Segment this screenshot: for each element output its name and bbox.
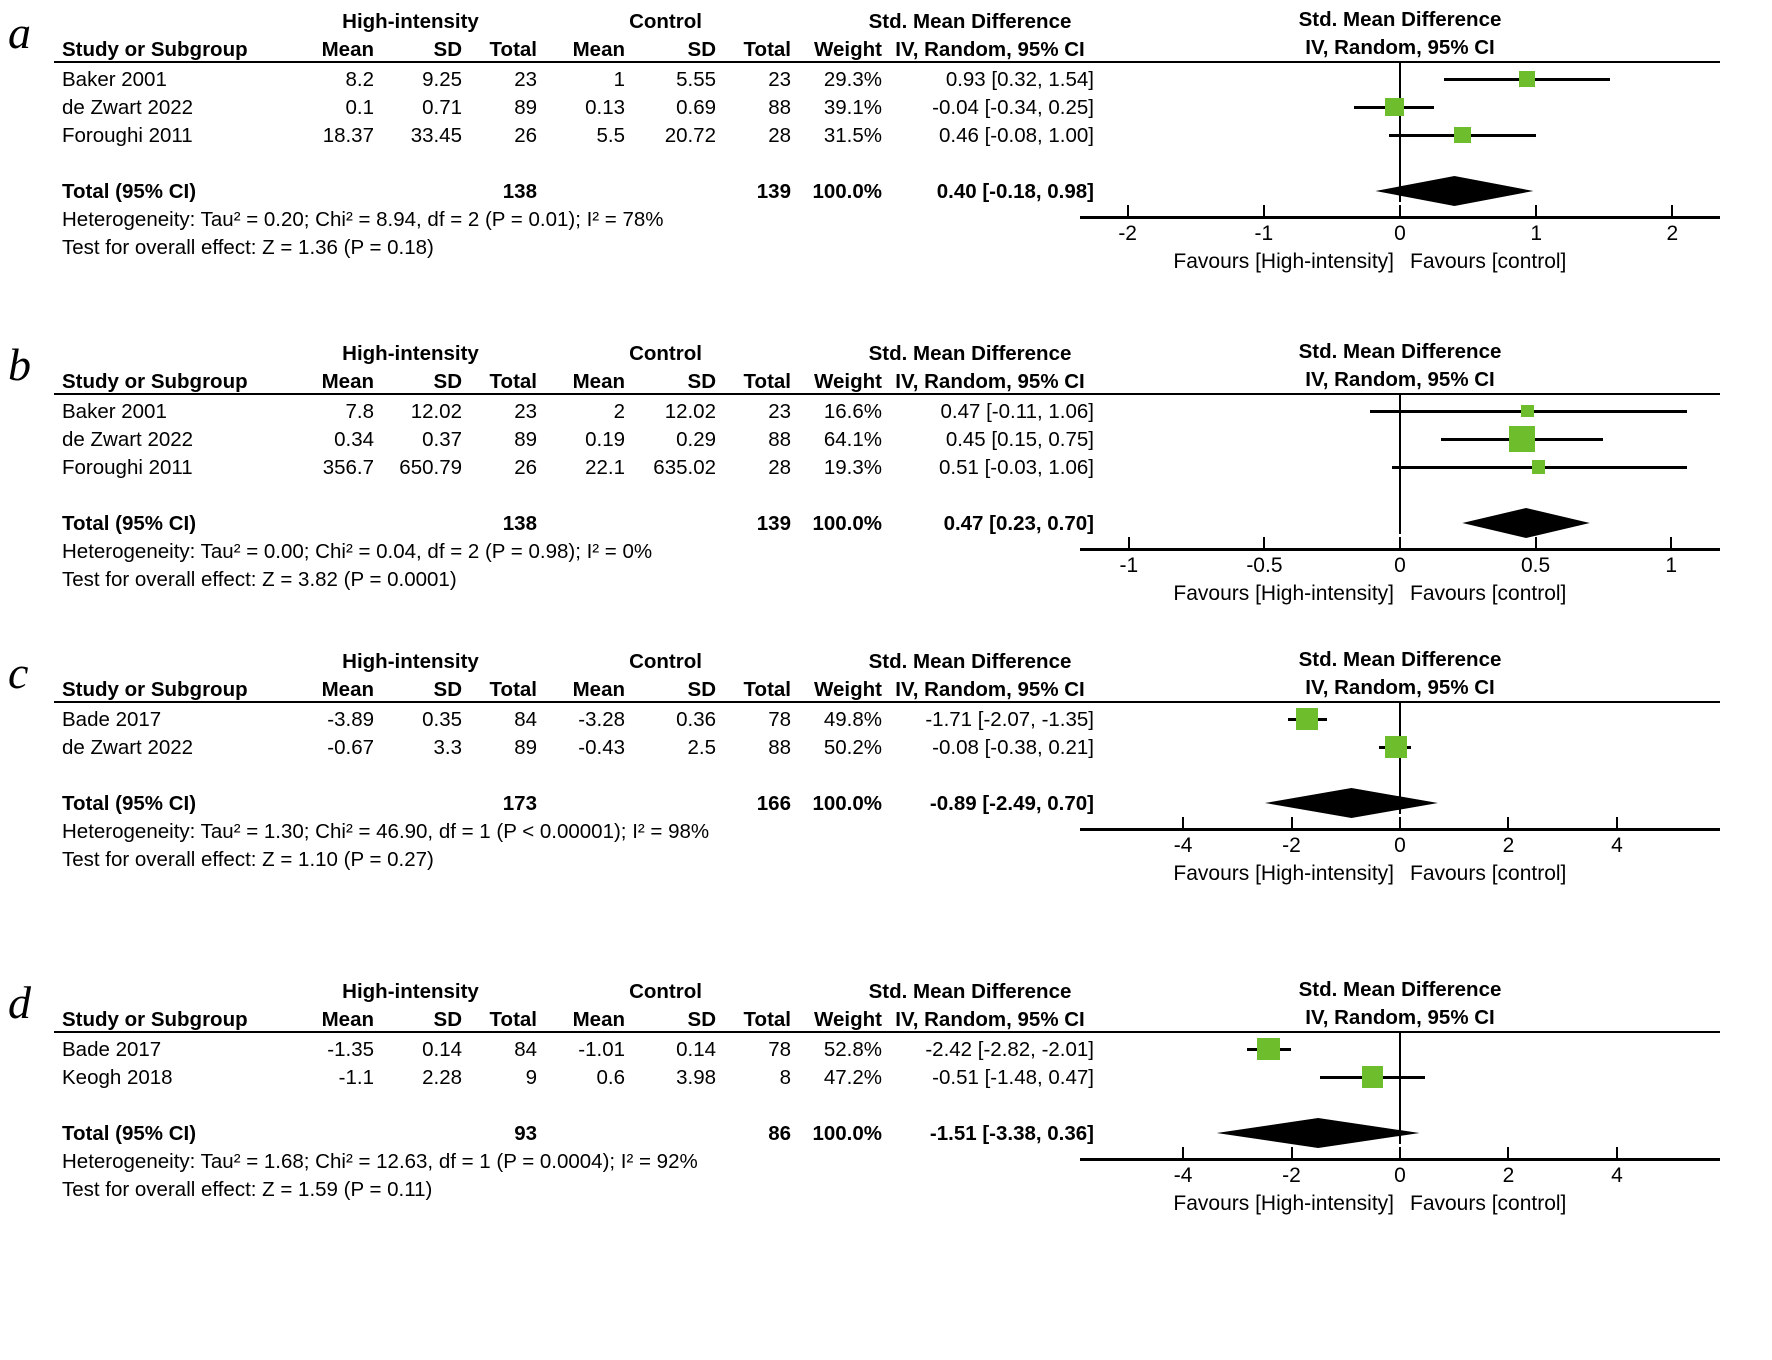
col-header-esd: SD: [433, 38, 462, 61]
favours-right-label: Favours [control]: [1410, 1192, 1567, 1215]
group-header-effect: Std. Mean Difference: [868, 980, 1072, 1003]
plot-title-d: Std. Mean Difference: [1298, 978, 1502, 1001]
axis-tick: [1399, 205, 1401, 218]
cell-emean-0: -1.35: [327, 1038, 374, 1061]
cell-esd-0: 0.35: [422, 708, 462, 731]
col-header-study: Study or Subgroup: [62, 1008, 248, 1031]
overall-effect-text: Test for overall effect: Z = 1.10 (P = 0.27): [62, 848, 434, 871]
axis-tick: [1399, 537, 1401, 550]
axis-tick: [1263, 537, 1265, 550]
cell-study-study-0: Baker 2001: [62, 68, 167, 91]
cell-weight-1: 50.2%: [823, 736, 882, 759]
axis-tick-label: 1: [1665, 554, 1678, 577]
cell-esd-1: 0.71: [422, 96, 462, 119]
col-header-csd: SD: [687, 1008, 716, 1031]
cell-emean-1: 0.1: [345, 96, 374, 119]
cell-emean-1: -0.67: [327, 736, 374, 759]
favours-left-label: Favours [High-intensity]: [1173, 250, 1394, 273]
col-header-cmean: Mean: [572, 38, 625, 61]
zero-reference-line: [1399, 393, 1401, 534]
effect-marker: [1362, 1066, 1383, 1087]
cell-study-study-0: Bade 2017: [62, 708, 162, 731]
cell-ctotal-1: 88: [768, 736, 791, 759]
cell-study-study-2: Foroughi 2011: [62, 456, 193, 479]
cell-etotal-1: 89: [514, 96, 537, 119]
plot-subtitle-b: IV, Random, 95% CI: [1305, 368, 1495, 391]
table-header-rule: [54, 1031, 1106, 1033]
col-header-effect: IV, Random, 95% CI: [895, 678, 1085, 701]
cell-effect-total: 0.47 [0.23, 0.70]: [943, 512, 1094, 535]
axis-tick-label: 0: [1394, 554, 1406, 577]
cell-effect-1: -0.08 [-0.38, 0.21]: [932, 736, 1094, 759]
zero-reference-line: [1399, 61, 1401, 202]
cell-ctotal-1: 88: [768, 428, 791, 451]
cell-study-total: Total (95% CI): [62, 1122, 197, 1145]
cell-effect-2: 0.51 [-0.03, 1.06]: [938, 456, 1094, 479]
cell-weight-total: 100.0%: [812, 792, 882, 815]
cell-effect-total: -0.89 [-2.49, 0.70]: [929, 792, 1094, 815]
cell-csd-1: 0.69: [676, 96, 716, 119]
favours-left-label: Favours [High-intensity]: [1173, 582, 1394, 605]
effect-marker: [1296, 708, 1318, 730]
table-header-rule: [54, 61, 1106, 63]
cell-esd-2: 650.79: [399, 456, 462, 479]
cell-weight-1: 47.2%: [823, 1066, 882, 1089]
plot-subtitle-c: IV, Random, 95% CI: [1305, 676, 1495, 699]
cell-cmean-2: 5.5: [596, 124, 625, 147]
cell-esd-1: 2.28: [422, 1066, 462, 1089]
cell-weight-0: 52.8%: [823, 1038, 882, 1061]
cell-weight-1: 64.1%: [823, 428, 882, 451]
cell-csd-2: 635.02: [653, 456, 716, 479]
cell-ctotal-0: 23: [768, 400, 791, 423]
group-header-control: Control: [629, 980, 702, 1003]
cell-effect-total: -1.51 [-3.38, 0.36]: [929, 1122, 1094, 1145]
cell-ctotal-0: 78: [768, 1038, 791, 1061]
cell-csd-1: 0.29: [676, 428, 716, 451]
cell-esd-1: 0.37: [422, 428, 462, 451]
cell-etotal-0: 23: [514, 68, 537, 91]
cell-esd-2: 33.45: [410, 124, 462, 147]
col-header-emean: Mean: [321, 1008, 374, 1031]
plot-d: [1080, 978, 1720, 1278]
cell-weight-2: 31.5%: [823, 124, 882, 147]
cell-csd-0: 0.36: [676, 708, 716, 731]
axis-tick: [1535, 205, 1537, 218]
cell-emean-1: -1.1: [338, 1066, 374, 1089]
cell-cmean-0: -3.28: [578, 708, 625, 731]
cell-weight-total: 100.0%: [812, 1122, 882, 1145]
col-header-csd: SD: [687, 38, 716, 61]
favours-right-label: Favours [control]: [1410, 582, 1567, 605]
axis-tick: [1182, 1147, 1184, 1160]
cell-weight-0: 16.6%: [823, 400, 882, 423]
cell-ctotal-1: 8: [779, 1066, 791, 1089]
cell-study-study-0: Baker 2001: [62, 400, 167, 423]
cell-emean-1: 0.34: [334, 428, 374, 451]
cell-etotal-2: 26: [514, 124, 537, 147]
cell-ctotal-total: 139: [756, 180, 791, 203]
axis-tick: [1616, 1147, 1618, 1160]
axis-tick-label: -0.5: [1246, 554, 1283, 577]
cell-study-study-1: Keogh 2018: [62, 1066, 173, 1089]
heterogeneity-text: Heterogeneity: Tau² = 0.00; Chi² = 0.04, df = 2 (P = 0.98); I² = 0%: [62, 540, 653, 563]
cell-weight-0: 29.3%: [823, 68, 882, 91]
cell-study-study-0: Bade 2017: [62, 1038, 162, 1061]
plot-subtitle-a: IV, Random, 95% CI: [1305, 36, 1495, 59]
cell-effect-2: 0.46 [-0.08, 1.00]: [938, 124, 1094, 147]
panel-b: [0, 340, 1772, 670]
cell-weight-total: 100.0%: [812, 180, 882, 203]
plot-c: [1080, 648, 1720, 948]
panel-c: [0, 648, 1772, 978]
axis-tick-label: -2: [1282, 1164, 1301, 1187]
cell-csd-0: 5.55: [676, 68, 716, 91]
axis-tick: [1263, 205, 1265, 218]
col-header-weight: Weight: [814, 1008, 882, 1031]
cell-ctotal-2: 28: [768, 456, 791, 479]
cell-study-total: Total (95% CI): [62, 512, 197, 535]
heterogeneity-text: Heterogeneity: Tau² = 1.68; Chi² = 12.63, df = 1 (P = 0.0004); I² = 92%: [62, 1150, 698, 1173]
cell-weight-0: 49.8%: [823, 708, 882, 731]
cell-etotal-1: 9: [525, 1066, 537, 1089]
panel-letter-b: b: [8, 339, 31, 390]
col-header-ctotal: Total: [743, 678, 791, 701]
cell-effect-0: -2.42 [-2.82, -2.01]: [925, 1038, 1094, 1061]
cell-weight-2: 19.3%: [823, 456, 882, 479]
group-header-control: Control: [629, 342, 702, 365]
cell-cmean-2: 22.1: [585, 456, 625, 479]
cell-study-total: Total (95% CI): [62, 180, 197, 203]
cell-cmean-0: 1: [613, 68, 625, 91]
zero-reference-line: [1399, 1031, 1401, 1144]
cell-study-total: Total (95% CI): [62, 792, 197, 815]
cell-csd-2: 20.72: [664, 124, 716, 147]
col-header-ctotal: Total: [743, 38, 791, 61]
cell-weight-1: 39.1%: [823, 96, 882, 119]
favours-right-label: Favours [control]: [1410, 250, 1567, 273]
table-header-rule: [54, 393, 1106, 395]
plot-subtitle-d: IV, Random, 95% CI: [1305, 1006, 1495, 1029]
col-header-ctotal: Total: [743, 1008, 791, 1031]
cell-ctotal-total: 139: [756, 512, 791, 535]
group-header-experimental: High-intensity: [342, 342, 479, 365]
cell-emean-2: 356.7: [322, 456, 374, 479]
table-header-rule: [54, 701, 1106, 703]
axis-tick: [1399, 817, 1401, 830]
cell-emean-0: -3.89: [327, 708, 374, 731]
panel-letter-c: c: [8, 647, 29, 698]
col-header-csd: SD: [687, 678, 716, 701]
cell-cmean-0: -1.01: [578, 1038, 625, 1061]
col-header-ctotal: Total: [743, 370, 791, 393]
axis-tick-label: -1: [1119, 554, 1139, 577]
cell-etotal-0: 23: [514, 400, 537, 423]
cell-ctotal-1: 88: [768, 96, 791, 119]
col-header-weight: Weight: [814, 678, 882, 701]
col-header-etotal: Total: [489, 38, 537, 61]
cell-effect-1: -0.04 [-0.34, 0.25]: [932, 96, 1094, 119]
cell-effect-1: 0.45 [0.15, 0.75]: [945, 428, 1094, 451]
col-header-effect: IV, Random, 95% CI: [895, 1008, 1085, 1031]
heterogeneity-text: Heterogeneity: Tau² = 0.20; Chi² = 8.94, df = 2 (P = 0.01); I² = 78%: [62, 208, 664, 231]
cell-cmean-1: 0.19: [585, 428, 625, 451]
cell-cmean-1: 0.6: [596, 1066, 625, 1089]
col-header-emean: Mean: [321, 38, 374, 61]
group-header-control: Control: [629, 650, 702, 673]
axis-tick-label: -1: [1254, 222, 1274, 245]
axis-tick-label: -4: [1173, 834, 1193, 857]
col-header-effect: IV, Random, 95% CI: [895, 370, 1085, 393]
cell-effect-0: -1.71 [-2.07, -1.35]: [925, 708, 1094, 731]
axis-tick-label: -4: [1173, 1164, 1193, 1187]
cell-esd-0: 12.02: [410, 400, 462, 423]
axis-tick: [1291, 817, 1293, 830]
group-header-experimental: High-intensity: [342, 980, 479, 1003]
effect-marker: [1257, 1038, 1280, 1061]
cell-emean-0: 8.2: [345, 68, 374, 91]
col-header-emean: Mean: [321, 678, 374, 701]
col-header-emean: Mean: [321, 370, 374, 393]
cell-emean-0: 7.8: [345, 400, 374, 423]
axis-tick-label: -2: [1282, 834, 1301, 857]
group-header-effect: Std. Mean Difference: [868, 650, 1072, 673]
group-header-experimental: High-intensity: [342, 10, 479, 33]
axis-tick-label: 0.5: [1520, 554, 1551, 577]
cell-weight-total: 100.0%: [812, 512, 882, 535]
cell-emean-2: 18.37: [322, 124, 374, 147]
axis-tick: [1670, 537, 1672, 550]
col-header-study: Study or Subgroup: [62, 38, 248, 61]
effect-marker: [1385, 98, 1404, 117]
axis-tick-label: 4: [1611, 834, 1623, 857]
group-header-experimental: High-intensity: [342, 650, 479, 673]
group-header-effect: Std. Mean Difference: [868, 10, 1072, 33]
plot-a: [1080, 8, 1720, 308]
col-header-etotal: Total: [489, 1008, 537, 1031]
axis-tick: [1128, 537, 1130, 550]
axis-tick: [1399, 1147, 1401, 1160]
cell-etotal-2: 26: [514, 456, 537, 479]
panel-d: [0, 978, 1772, 1308]
favours-left-label: Favours [High-intensity]: [1173, 862, 1394, 885]
plot-b: [1080, 340, 1720, 640]
cell-effect-0: 0.93 [0.32, 1.54]: [945, 68, 1094, 91]
axis-tick-label: -2: [1118, 222, 1137, 245]
col-header-study: Study or Subgroup: [62, 678, 248, 701]
plot-title-a: Std. Mean Difference: [1298, 8, 1502, 31]
cell-cmean-1: -0.43: [578, 736, 625, 759]
cell-study-study-2: Foroughi 2011: [62, 124, 193, 147]
cell-ctotal-0: 78: [768, 708, 791, 731]
panel-letter-a: a: [8, 7, 31, 58]
summary-diamond: [1265, 788, 1438, 818]
cell-esd-0: 0.14: [422, 1038, 462, 1061]
cell-etotal-1: 89: [514, 736, 537, 759]
axis-tick-label: 2: [1502, 834, 1515, 857]
axis-tick: [1535, 537, 1537, 550]
axis-tick: [1507, 1147, 1509, 1160]
effect-marker: [1454, 127, 1471, 144]
cell-ctotal-2: 28: [768, 124, 791, 147]
col-header-etotal: Total: [489, 678, 537, 701]
col-header-effect: IV, Random, 95% CI: [895, 38, 1085, 61]
effect-marker: [1509, 426, 1535, 452]
cell-ctotal-total: 166: [756, 792, 791, 815]
group-header-control: Control: [629, 10, 702, 33]
axis-tick-label: 0: [1394, 834, 1406, 857]
cell-etotal-0: 84: [514, 1038, 537, 1061]
col-header-cmean: Mean: [572, 1008, 625, 1031]
heterogeneity-text: Heterogeneity: Tau² = 1.30; Chi² = 46.90, df = 1 (P < 0.00001); I² = 98%: [62, 820, 710, 843]
panel-a: [0, 8, 1772, 338]
panel-letter-d: d: [8, 977, 31, 1028]
col-header-esd: SD: [433, 370, 462, 393]
effect-marker: [1385, 736, 1407, 758]
cell-study-study-1: de Zwart 2022: [62, 96, 194, 119]
cell-csd-0: 12.02: [664, 400, 716, 423]
cell-esd-0: 9.25: [422, 68, 462, 91]
axis-tick: [1616, 817, 1618, 830]
col-header-etotal: Total: [489, 370, 537, 393]
cell-etotal-total: 138: [502, 180, 537, 203]
cell-esd-1: 3.3: [433, 736, 462, 759]
cell-study-study-1: de Zwart 2022: [62, 428, 194, 451]
cell-effect-0: 0.47 [-0.11, 1.06]: [940, 400, 1094, 423]
favours-right-label: Favours [control]: [1410, 862, 1567, 885]
axis-tick: [1671, 205, 1673, 218]
axis-tick-label: 2: [1502, 1164, 1515, 1187]
overall-effect-text: Test for overall effect: Z = 3.82 (P = 0.0001): [62, 568, 457, 591]
cell-effect-total: 0.40 [-0.18, 0.98]: [936, 180, 1094, 203]
overall-effect-text: Test for overall effect: Z = 1.59 (P = 0.11): [62, 1178, 433, 1201]
plot-title-b: Std. Mean Difference: [1298, 340, 1502, 363]
axis-tick-label: 4: [1611, 1164, 1623, 1187]
group-header-effect: Std. Mean Difference: [868, 342, 1072, 365]
col-header-esd: SD: [433, 1008, 462, 1031]
col-header-esd: SD: [433, 678, 462, 701]
cell-cmean-1: 0.13: [585, 96, 625, 119]
cell-csd-1: 3.98: [676, 1066, 716, 1089]
cell-study-study-1: de Zwart 2022: [62, 736, 194, 759]
cell-etotal-total: 138: [502, 512, 537, 535]
axis-tick-label: 1: [1530, 222, 1542, 245]
cell-etotal-1: 89: [514, 428, 537, 451]
cell-etotal-total: 93: [514, 1122, 537, 1145]
cell-effect-1: -0.51 [-1.48, 0.47]: [932, 1066, 1094, 1089]
col-header-study: Study or Subgroup: [62, 370, 248, 393]
cell-ctotal-0: 23: [768, 68, 791, 91]
summary-diamond: [1462, 508, 1589, 538]
effect-marker: [1532, 460, 1545, 473]
cell-etotal-total: 173: [502, 792, 537, 815]
cell-csd-1: 2.5: [687, 736, 716, 759]
plot-title-c: Std. Mean Difference: [1298, 648, 1502, 671]
axis-tick-label: 0: [1394, 222, 1406, 245]
summary-diamond: [1217, 1118, 1420, 1148]
favours-left-label: Favours [High-intensity]: [1173, 1192, 1394, 1215]
cell-etotal-0: 84: [514, 708, 537, 731]
axis-tick: [1291, 1147, 1293, 1160]
col-header-weight: Weight: [814, 370, 882, 393]
col-header-cmean: Mean: [572, 678, 625, 701]
effect-marker: [1521, 405, 1534, 418]
effect-marker: [1519, 71, 1535, 87]
axis-tick: [1182, 817, 1184, 830]
col-header-cmean: Mean: [572, 370, 625, 393]
cell-ctotal-total: 86: [768, 1122, 791, 1145]
col-header-csd: SD: [687, 370, 716, 393]
cell-csd-0: 0.14: [676, 1038, 716, 1061]
axis-tick-label: 2: [1666, 222, 1679, 245]
col-header-weight: Weight: [814, 38, 882, 61]
overall-effect-text: Test for overall effect: Z = 1.36 (P = 0.18): [62, 236, 434, 259]
cell-cmean-0: 2: [613, 400, 625, 423]
axis-tick: [1507, 817, 1509, 830]
axis-tick-label: 0: [1394, 1164, 1406, 1187]
axis-tick: [1127, 205, 1129, 218]
